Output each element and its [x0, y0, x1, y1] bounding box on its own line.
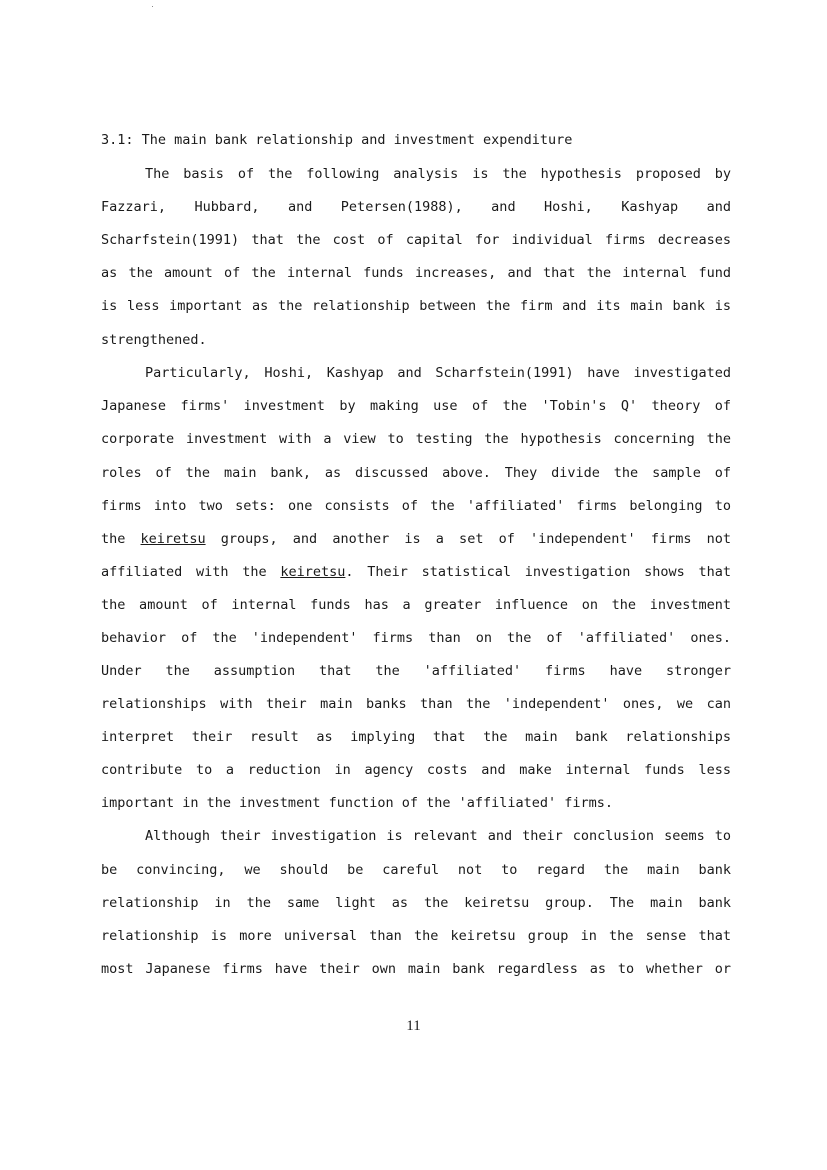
paragraph-2-line: the amount of internal funds has a greater influence on the investment — [101, 597, 731, 613]
paragraph-1-line: The basis of the following analysis is the hypothesis proposed by — [145, 166, 731, 182]
paragraph-1-line: is less important as the relationship between the firm and its main bank is — [101, 298, 731, 314]
paragraph-3-line: Although their investigation is relevant and their conclusion seems to — [145, 828, 731, 844]
line-text-before: affiliated with the — [101, 564, 281, 580]
page-number: 11 — [406, 1018, 421, 1034]
underlined-term: keiretsu — [140, 531, 206, 547]
paragraph-2-line: Particularly, Hoshi, Kashyap and Scharfstein(1991) have investigated — [145, 365, 731, 381]
paragraph-2-line — [101, 563, 731, 581]
paragraph-3-line: most Japanese firms have their own main bank regardless as to whether or — [101, 961, 731, 977]
paragraph-2-line: interpret their result as implying that the main bank relationships — [101, 729, 731, 745]
section-heading: 3.1: The main bank relationship and investment expenditure — [101, 132, 573, 148]
paragraph-2-line: behavior of the 'independent' firms than on the of 'affiliated' ones. — [101, 630, 731, 646]
paragraph-2-line: corporate investment with a view to testing the hypothesis concerning the — [101, 431, 731, 447]
paragraph-3-line: be convincing, we should be careful not to regard the main bank — [101, 862, 731, 878]
paragraph-2-line: Under the assumption that the 'affiliated' firms have stronger — [101, 663, 731, 679]
paragraph-2-line: contribute to a reduction in agency costs and make internal funds less — [101, 762, 731, 778]
paragraph-1-line: as the amount of the internal funds increases, and that the internal fund — [101, 265, 731, 281]
paragraph-2-line: firms into two sets: one consists of the 'affiliated' firms belonging to — [101, 498, 731, 514]
paragraph-1-line: strengthened. — [101, 332, 207, 348]
line-text-after: . Their statistical investigation shows that — [345, 564, 731, 580]
paragraph-3-line: relationship is more universal than the keiretsu group in the sense that — [101, 928, 731, 944]
scan-speck — [152, 6, 153, 7]
paragraph-3-line: relationship in the same light as the keiretsu group. The main bank — [101, 895, 731, 911]
paragraph-2-line: Japanese firms' investment by making use of the 'Tobin's Q' theory of — [101, 398, 731, 414]
line-text-before: the — [101, 531, 141, 547]
line-text-after: groups, and another is a set of 'independent' firms not — [205, 531, 731, 547]
paragraph-2-line — [101, 530, 731, 548]
paragraph-2-line: important in the investment function of the 'affiliated' firms. — [101, 795, 614, 811]
underlined-term: keiretsu — [280, 564, 346, 580]
paragraph-1-line: Fazzari, Hubbard, and Petersen(1988), and Hoshi, Kashyap and — [101, 199, 731, 215]
paragraph-2-line: relationships with their main banks than the 'independent' ones, we can — [101, 696, 731, 712]
paragraph-1-line: Scharfstein(1991) that the cost of capital for individual firms decreases — [101, 232, 731, 248]
paragraph-2-line: roles of the main bank, as discussed above. They divide the sample of — [101, 465, 731, 481]
